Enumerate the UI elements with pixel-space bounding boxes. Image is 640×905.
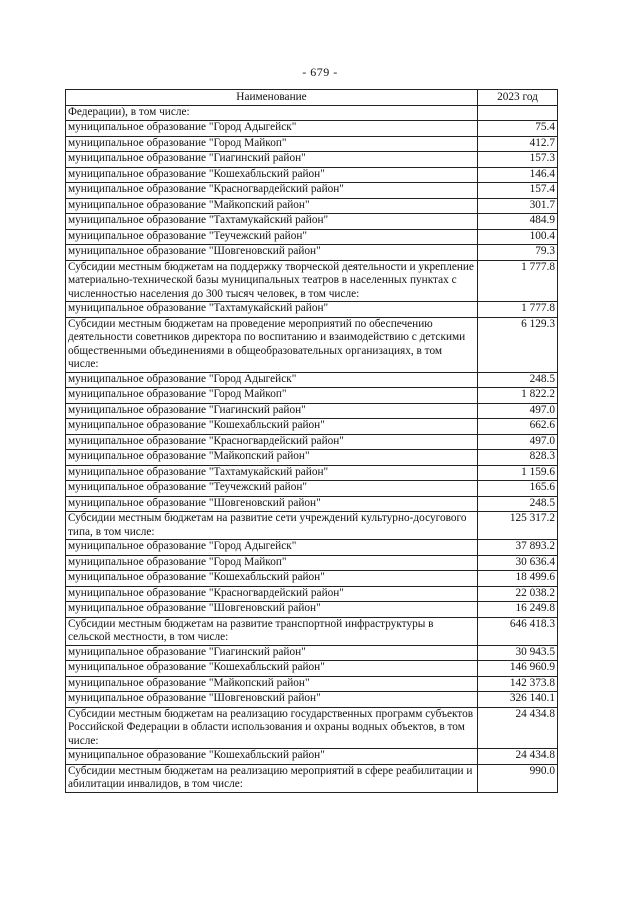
table-row <box>66 121 558 137</box>
row-value: 1 822.2 <box>478 388 558 404</box>
table-row <box>66 245 558 261</box>
row-name: муниципальное образование "Гиагинский район" <box>66 645 478 661</box>
row-name: муниципальное образование "Шовгеновский район" <box>66 602 478 618</box>
row-value: 16 249.8 <box>478 602 558 618</box>
row-name: муниципальное образование "Кошехабльский район" <box>66 167 478 183</box>
table-row <box>66 465 558 481</box>
row-value: 146.4 <box>478 167 558 183</box>
table-row <box>66 481 558 497</box>
table-header-row <box>66 90 558 106</box>
row-value: 497.0 <box>478 403 558 419</box>
row-value: 37 893.2 <box>478 540 558 556</box>
table-row <box>66 540 558 556</box>
row-value: 326 140.1 <box>478 692 558 708</box>
table-row <box>66 214 558 230</box>
row-name: муниципальное образование "Шовгеновский район" <box>66 496 478 512</box>
table-row <box>66 764 558 792</box>
table-row <box>66 152 558 168</box>
row-value: 165.6 <box>478 481 558 497</box>
row-name: муниципальное образование "Город Майкоп" <box>66 555 478 571</box>
row-value: 157.3 <box>478 152 558 168</box>
table-row <box>66 229 558 245</box>
table-row <box>66 136 558 152</box>
row-name: муниципальное образование "Город Майкоп" <box>66 136 478 152</box>
table-row <box>66 555 558 571</box>
table-row <box>66 749 558 765</box>
table-row <box>66 403 558 419</box>
table-row <box>66 645 558 661</box>
row-name: муниципальное образование "Красногвардейский район" <box>66 586 478 602</box>
table-row <box>66 419 558 435</box>
budget-table <box>65 89 558 793</box>
table-row <box>66 450 558 466</box>
row-value: 79.3 <box>478 245 558 261</box>
row-value: 22 038.2 <box>478 586 558 602</box>
row-value: 646 418.3 <box>478 617 558 645</box>
row-value: 75.4 <box>478 121 558 137</box>
row-value: 18 499.6 <box>478 571 558 587</box>
table-row <box>66 512 558 540</box>
column-header-name: Наименование <box>66 90 478 106</box>
row-value: 30 943.5 <box>478 645 558 661</box>
row-value <box>478 105 558 121</box>
row-name: муниципальное образование "Красногвардейский район" <box>66 183 478 199</box>
table-row <box>66 317 558 372</box>
row-name: муниципальное образование "Майкопский район" <box>66 198 478 214</box>
row-name: муниципальное образование "Гиагинский район" <box>66 152 478 168</box>
row-name: муниципальное образование "Город Майкоп" <box>66 388 478 404</box>
table-row <box>66 676 558 692</box>
row-value: 497.0 <box>478 434 558 450</box>
row-value: 1 777.8 <box>478 302 558 318</box>
row-name: муниципальное образование "Красногвардейский район" <box>66 434 478 450</box>
row-name: муниципальное образование "Кошехабльский район" <box>66 661 478 677</box>
table-body <box>66 105 558 792</box>
row-name: Субсидии местным бюджетам на реализацию государственных программ субъектов Российской Федерации в области использования и охраны водных объектов, в том числе: <box>66 707 478 749</box>
row-name: муниципальное образование "Шовгеновский район" <box>66 245 478 261</box>
row-value: 1 777.8 <box>478 260 558 302</box>
page-number: - 679 - <box>302 65 338 79</box>
row-name: Субсидии местным бюджетам на развитие сети учреждений культурно-досугового типа, в том числе: <box>66 512 478 540</box>
row-name: Федерации), в том числе: <box>66 105 478 121</box>
row-value: 412.7 <box>478 136 558 152</box>
table-row <box>66 388 558 404</box>
row-value: 100.4 <box>478 229 558 245</box>
row-name: Субсидии местным бюджетам на развитие транспортной инфраструктуры в сельской местности, в том числе: <box>66 617 478 645</box>
table-row <box>66 183 558 199</box>
row-value: 6 129.3 <box>478 317 558 372</box>
row-value: 157.4 <box>478 183 558 199</box>
column-header-year: 2023 год <box>478 90 558 106</box>
table-row <box>66 707 558 749</box>
table-row <box>66 661 558 677</box>
table-row <box>66 602 558 618</box>
row-name: муниципальное образование "Майкопский район" <box>66 676 478 692</box>
row-name: муниципальное образование "Тахтамукайский район" <box>66 465 478 481</box>
row-name: муниципальное образование "Кошехабльский район" <box>66 749 478 765</box>
table-row <box>66 198 558 214</box>
row-name: муниципальное образование "Майкопский район" <box>66 450 478 466</box>
row-value: 248.5 <box>478 372 558 388</box>
row-name: муниципальное образование "Теучежский район" <box>66 481 478 497</box>
table-row <box>66 372 558 388</box>
row-name: Субсидии местным бюджетам на реализацию мероприятий в сфере реабилитации и абилитации инвалидов, в том числе: <box>66 764 478 792</box>
row-value: 142 373.8 <box>478 676 558 692</box>
row-name: муниципальное образование "Тахтамукайский район" <box>66 214 478 230</box>
table-row <box>66 260 558 302</box>
table-row <box>66 105 558 121</box>
row-name: муниципальное образование "Город Адыгейск" <box>66 372 478 388</box>
table-row <box>66 571 558 587</box>
row-value: 662.6 <box>478 419 558 435</box>
row-value: 301.7 <box>478 198 558 214</box>
row-name: муниципальное образование "Шовгеновский район" <box>66 692 478 708</box>
row-value: 125 317.2 <box>478 512 558 540</box>
table-row <box>66 692 558 708</box>
row-value: 248.5 <box>478 496 558 512</box>
row-name: муниципальное образование "Город Адыгейск" <box>66 121 478 137</box>
row-value: 990.0 <box>478 764 558 792</box>
row-name: муниципальное образование "Город Адыгейск" <box>66 540 478 556</box>
row-name: муниципальное образование "Гиагинский район" <box>66 403 478 419</box>
row-value: 484.9 <box>478 214 558 230</box>
row-name: Субсидии местным бюджетам на проведение мероприятий по обеспечению деятельности советников директора по воспитанию и взаимодействию с детскими общественными объединениями в общеобразовательных организациях, в том числе: <box>66 317 478 372</box>
row-name: муниципальное образование "Кошехабльский район" <box>66 571 478 587</box>
table-row <box>66 302 558 318</box>
row-value: 24 434.8 <box>478 749 558 765</box>
row-value: 828.3 <box>478 450 558 466</box>
table-row <box>66 496 558 512</box>
row-name: муниципальное образование "Кошехабльский район" <box>66 419 478 435</box>
row-value: 146 960.9 <box>478 661 558 677</box>
row-value: 30 636.4 <box>478 555 558 571</box>
row-name: муниципальное образование "Теучежский район" <box>66 229 478 245</box>
row-value: 1 159.6 <box>478 465 558 481</box>
row-name: Субсидии местным бюджетам на поддержку творческой деятельности и укрепление материально-технической базы муниципальных театров в населенных пунктах с численностью населения до 300 тысяч человек, в том числе: <box>66 260 478 302</box>
table-row <box>66 617 558 645</box>
row-name: муниципальное образование "Тахтамукайский район" <box>66 302 478 318</box>
row-value: 24 434.8 <box>478 707 558 749</box>
table-row <box>66 434 558 450</box>
table-row <box>66 586 558 602</box>
table-row <box>66 167 558 183</box>
